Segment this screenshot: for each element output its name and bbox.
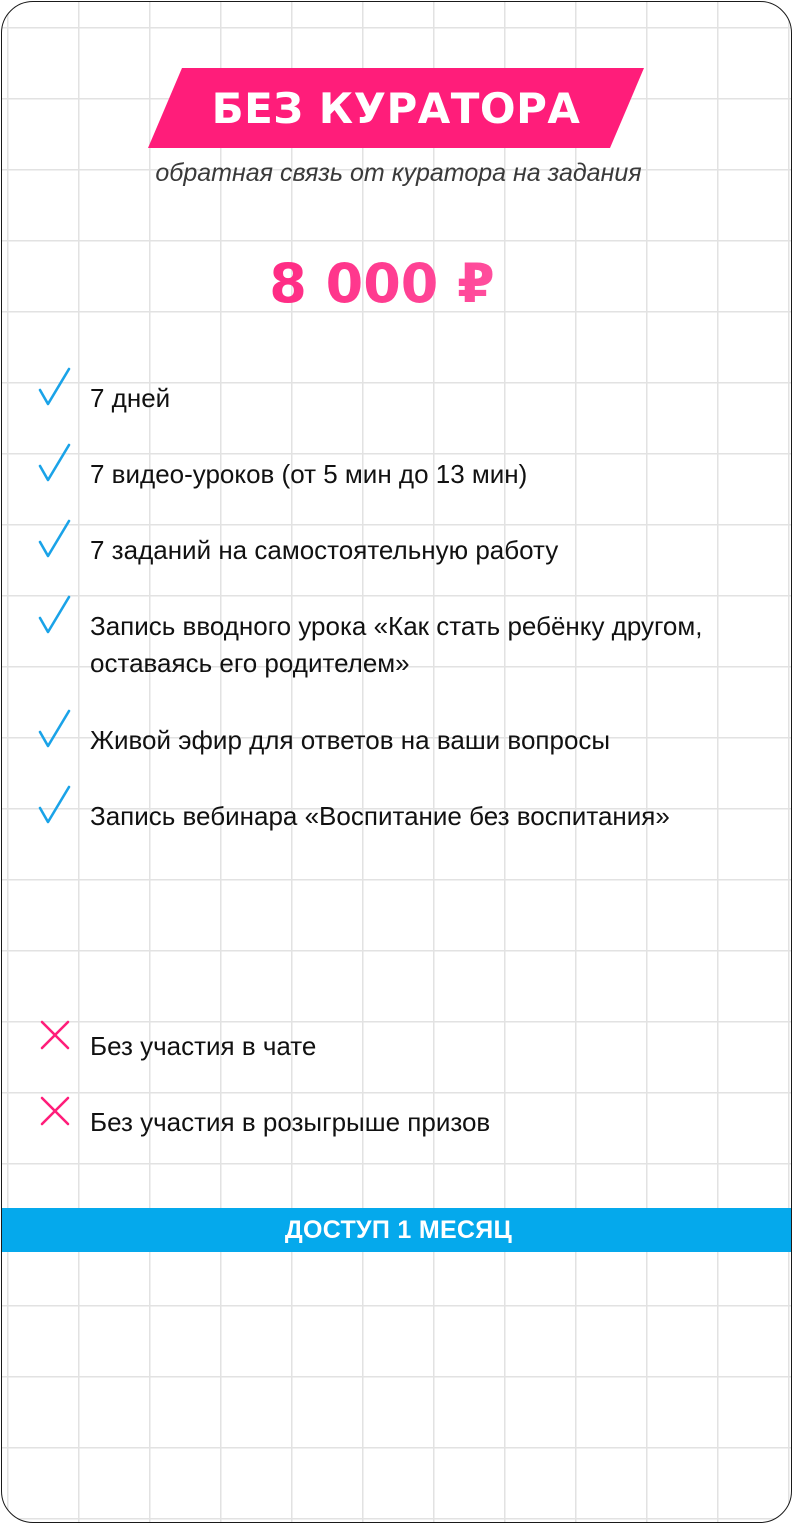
checkmark-icon	[36, 784, 72, 828]
cross-icon	[36, 1016, 74, 1054]
list-item	[32, 532, 772, 602]
list-item	[32, 722, 772, 792]
card-title: БЕЗ КУРАТОРА	[211, 83, 581, 133]
list-item	[32, 798, 772, 868]
card-subtitle: обратная связь от куратора на задания	[155, 159, 642, 187]
title-banner	[148, 68, 644, 148]
list-item	[32, 608, 772, 678]
list-item-label: Запись вебинара «Воспитание без воспитания»	[90, 801, 670, 831]
list-item	[32, 456, 772, 526]
list-item-label: 7 видео-уроков (от 5 мин до 13 мин)	[90, 459, 528, 489]
checkmark-icon	[36, 708, 72, 752]
cross-icon	[36, 1092, 74, 1130]
list-item	[32, 1028, 772, 1098]
list-item-label: Без участия в чате	[90, 1031, 317, 1061]
list-item	[32, 380, 772, 450]
list-item-label: 7 дней	[90, 383, 171, 413]
checkmark-icon	[36, 594, 72, 638]
list-item-label: Запись вводного урока «Как стать ребёнку другом, оставаясь его родителем»	[90, 611, 703, 678]
price-label: 8 000 ₽	[182, 252, 582, 315]
list-item-label: 7 заданий на самостоятельную работу	[90, 535, 559, 565]
checkmark-icon	[36, 366, 72, 410]
list-item	[32, 1104, 772, 1174]
access-duration-label: ДОСТУП 1 МЕСЯЦ	[284, 1215, 513, 1244]
list-item-label: Без участия в розыгрыше призов	[90, 1107, 491, 1137]
list-item-label: Живой эфир для ответов на ваши вопросы	[90, 725, 611, 755]
checkmark-icon	[36, 518, 72, 562]
access-duration-bar	[2, 1208, 792, 1252]
checkmark-icon	[36, 442, 72, 486]
pricing-card	[1, 1, 792, 1523]
